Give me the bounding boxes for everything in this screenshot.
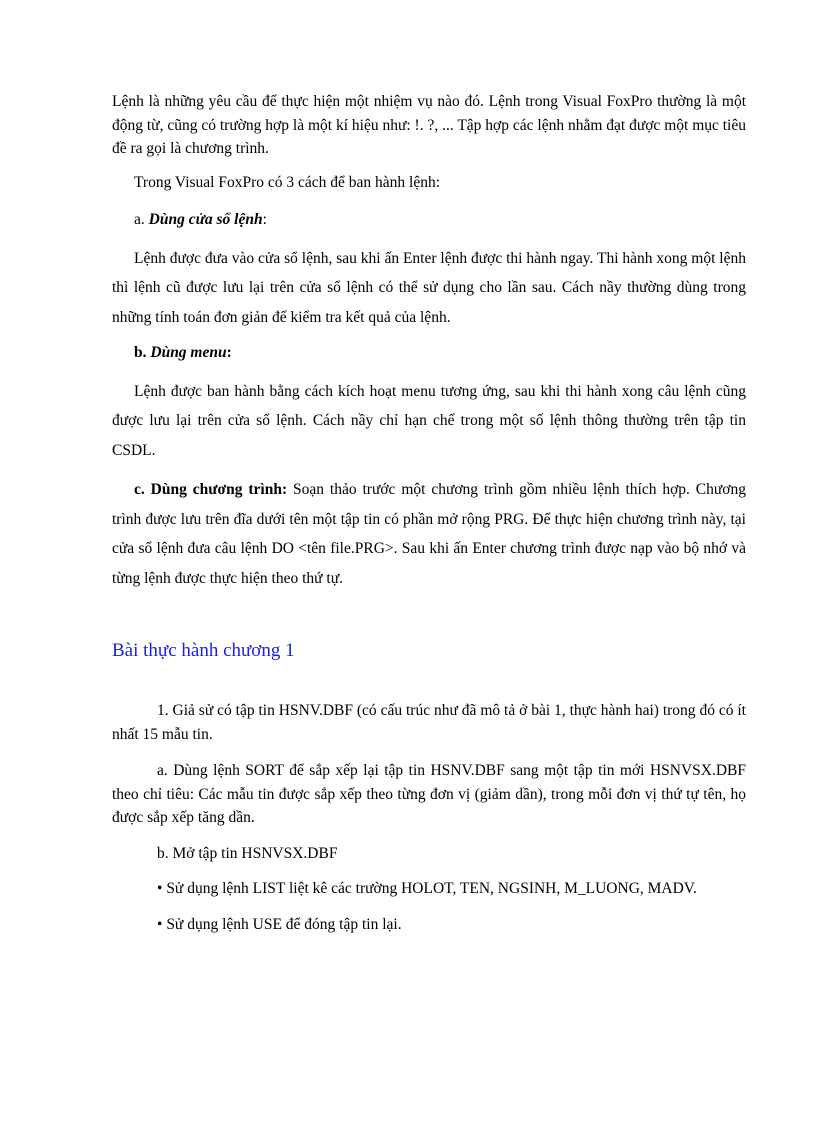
bullet-item — [112, 877, 746, 901]
section-c-paragraph — [112, 475, 746, 593]
bullet-text: Sử dụng lệnh LIST liệt kê các trường HOLOT, TEN, NGSINH, M_LUONG, MADV. — [166, 880, 697, 897]
practice-q1a: a. Dùng lệnh SORT để sắp xếp lại tập tin HSNV.DBF sang một tập tin mới HSNVSX.DBF theo chỉ tiêu: Các mẫu tin được sắp xếp theo từng đơn vị (giảm dần), trong mỗi đơn vị thứ tự tên, họ được sắp xếp tăng dần. — [112, 762, 746, 826]
section-b-prefix: b. — [134, 344, 151, 361]
section-c-title: c. Dùng chương trình: — [134, 481, 288, 498]
section-b-title — [112, 341, 746, 365]
section-c-body: Soạn thảo trước một chương trình gồm nhiều lệnh thích hợp. Chương trình được lưu trên đĩa dưới tên một tập tin có phần mở rộng PRG. Để thực hiện chương trình này, tại cửa sổ lệnh đưa câu lệnh DO <tên file.PRG>. Sau khi ấn Enter chương trình được nạp vào bộ nhớ và từng lệnh được thực hiện theo thứ tự. — [112, 481, 746, 587]
section-a-suffix: : — [262, 211, 267, 228]
bullet-text: Sử dụng lệnh USE để đóng tập tin lại. — [166, 915, 402, 933]
section-b-suffix: : — [226, 344, 232, 361]
section-a-title — [112, 208, 746, 232]
practice-q1: 1. Giả sử có tập tin HSNV.DBF (có cấu trúc như đã mô tả ở bài 1, thực hành hai) trong đó có ít nhất 15 mẫu tin. — [112, 702, 746, 743]
section-a-prefix: a. — [134, 211, 149, 228]
section-b-body: Lệnh được ban hành bằng cách kích hoạt menu tương ứng, sau khi thi hành xong câu lệnh cũng được lưu lại trên cửa sổ lệnh. Cách nầy chỉ hạn chế trong một số lệnh thông thường trên tập tin CSDL. — [112, 382, 746, 459]
section-a-body: Lệnh được đưa vào cửa sổ lệnh, sau khi ấn Enter lệnh được thi hành ngay. Thi hành xong một lệnh thì lệnh cũ được lưu lại trên cửa sổ lệnh có thể sử dụng cho lần sau. Cách nầy thường dùng trong những tính toán đơn giản để kiểm tra kết quả của lệnh. — [112, 249, 746, 326]
bullet-icon: • — [157, 880, 163, 897]
bullet-icon: • — [157, 915, 163, 933]
document-page — [112, 90, 746, 936]
practice-heading: Bài thực hành chương 1 — [112, 640, 295, 661]
practice-q1b: b. Mở tập tin HSNVSX.DBF — [157, 844, 338, 862]
ways-intro: Trong Visual FoxPro có 3 cách để ban hành lệnh: — [134, 173, 441, 191]
intro-paragraph: Lệnh là những yêu cầu để thực hiện một nhiệm vụ nào đó. Lệnh trong Visual FoxPro thường là một động từ, cũng có trường hợp là một kí hiệu như: !. ?, ... Tập hợp các lệnh nhằm đạt được một mục tiêu đề ra gọi là chương trình. — [112, 93, 746, 157]
section-a-title-text: Dùng cửa sổ lệnh — [148, 211, 263, 228]
bullet-item — [112, 913, 746, 937]
section-b-title-text: Dùng menu — [150, 344, 227, 361]
